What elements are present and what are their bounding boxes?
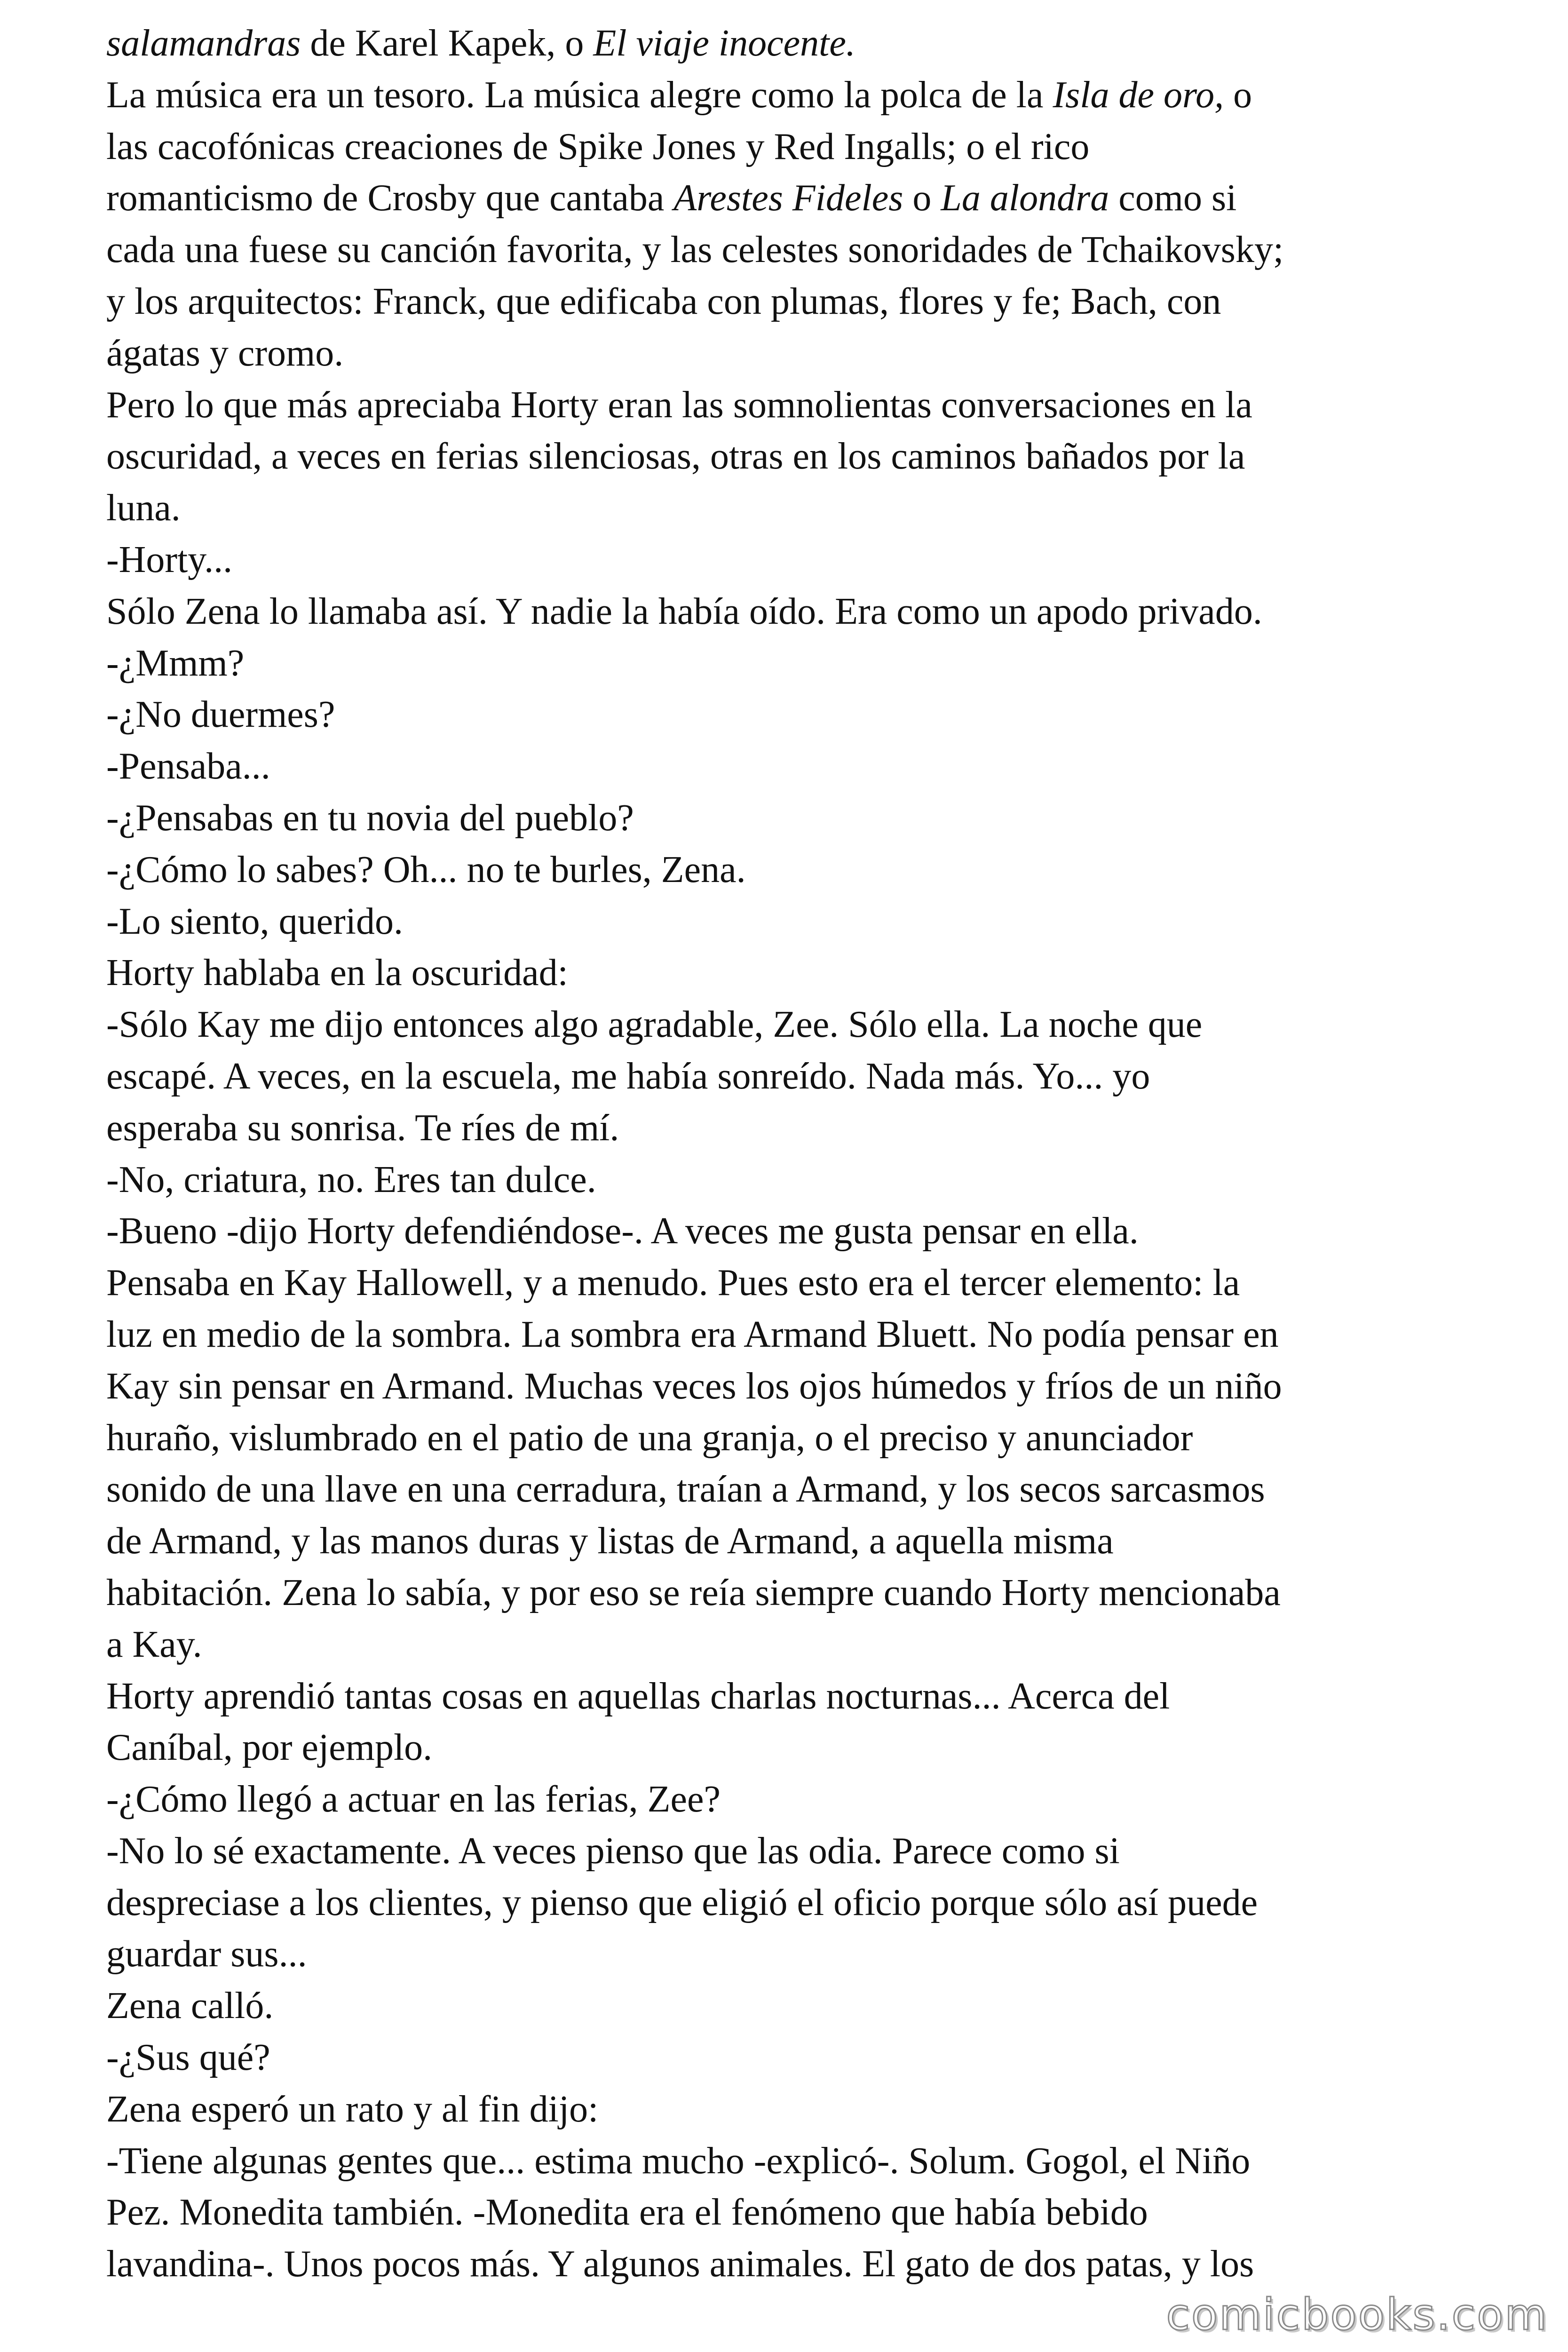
text-line <box>106 844 1494 896</box>
text-line <box>106 793 1494 844</box>
text-line <box>106 2032 1494 2084</box>
text-line <box>106 2136 1494 2187</box>
text-line <box>106 1206 1494 1257</box>
text-line <box>106 2239 1494 2290</box>
text-run: -Lo siento, querido. <box>106 900 403 942</box>
text-line <box>106 1464 1494 1516</box>
text-line <box>106 2187 1494 2239</box>
text-run: lavandina-. Unos pocos más. Y algunos animales. El gato de dos patas, y los <box>106 2243 1254 2285</box>
text-line <box>106 1309 1494 1361</box>
text-run: luz en medio de la sombra. La sombra era Armand Bluett. No podía pensar en <box>106 1313 1279 1355</box>
text-run: -Tiene algunas gentes que... estima mucho -explicó-. Solum. Gogol, el Niño <box>106 2140 1251 2182</box>
text-line <box>106 121 1494 173</box>
text-line <box>106 1619 1494 1671</box>
text-run: -¿Pensabas en tu novia del pueblo? <box>106 797 634 839</box>
text-line <box>106 534 1494 586</box>
text-run: -Sólo Kay me dijo entonces algo agradable, Zee. Sólo ella. La noche que <box>106 1004 1203 1046</box>
text-line <box>106 1154 1494 1206</box>
text-line <box>106 1361 1494 1413</box>
text-line <box>106 1567 1494 1619</box>
text-line <box>106 1413 1494 1464</box>
text-run: huraño, vislumbrado en el patio de una granja, o el preciso y anunciador <box>106 1417 1193 1459</box>
text-run: Zena esperó un rato y al fin dijo: <box>106 2088 599 2130</box>
text-line <box>106 947 1494 999</box>
text-line <box>106 1980 1494 2032</box>
text-run: o <box>903 177 941 219</box>
text-line <box>106 2084 1494 2136</box>
text-line <box>106 276 1494 328</box>
text-run: -¿Sus qué? <box>106 2037 270 2079</box>
text-line <box>106 1774 1494 1826</box>
text-line <box>106 1257 1494 1309</box>
text-run: Caníbal, por ejemplo. <box>106 1727 433 1769</box>
text-run: de Karel Kapek, o <box>301 23 594 64</box>
text-line <box>106 638 1494 690</box>
text-run: Sólo Zena lo llamaba así. Y nadie la había oído. Era como un apodo privado. <box>106 590 1262 632</box>
text-run: y los arquitectos: Franck, que edificaba con plumas, flores y fe; Bach, con <box>106 280 1221 322</box>
text-run: guardar sus... <box>106 1933 307 1975</box>
text-run: -No lo sé exactamente. A veces pienso que las odia. Parece como si <box>106 1830 1120 1872</box>
text-run: La música era un tesoro. La música alegre como la polca de la <box>106 74 1053 116</box>
watermark-logo: comicbooks.com <box>1166 2289 1548 2340</box>
text-line <box>106 741 1494 793</box>
text-run: Pez. Monedita también. -Monedita era el fenómeno que había bebido <box>106 2192 1148 2233</box>
text-line <box>106 1722 1494 1774</box>
italic-title-text: La alondra <box>941 177 1109 219</box>
text-line <box>106 689 1494 741</box>
text-line <box>106 328 1494 380</box>
text-run: Zena calló. <box>106 1985 274 2027</box>
text-run: -¿Cómo lo sabes? Oh... no te burles, Zena. <box>106 849 746 890</box>
text-line <box>106 999 1494 1051</box>
text-run: de Armand, y las manos duras y listas de Armand, a aquella misma <box>106 1520 1114 1562</box>
text-line <box>106 1516 1494 1567</box>
text-run: Pensaba en Kay Hallowell, y a menudo. Pues esto era el tercer elemento: la <box>106 1262 1240 1304</box>
text-line <box>106 1877 1494 1929</box>
text-line <box>106 224 1494 276</box>
text-line <box>106 1671 1494 1723</box>
text-line <box>106 1929 1494 1980</box>
italic-title-text: salamandras <box>106 23 301 64</box>
text-run: despreciase a los clientes, y pienso que eligió el oficio porque sólo así puede <box>106 1882 1258 1923</box>
text-line <box>106 1051 1494 1103</box>
text-run: -¿Mmm? <box>106 642 245 684</box>
text-run: -Pensaba... <box>106 746 270 787</box>
text-run: luna. <box>106 487 181 529</box>
text-run: o <box>1224 74 1252 116</box>
text-line <box>106 18 1494 70</box>
text-run: Horty aprendió tantas cosas en aquellas charlas nocturnas... Acerca del <box>106 1675 1170 1717</box>
text-run: sonido de una llave en una cerradura, traían a Armand, y los secos sarcasmos <box>106 1469 1265 1510</box>
text-run: las cacofónicas creaciones de Spike Jones y Red Ingalls; o el rico <box>106 126 1090 167</box>
text-line <box>106 431 1494 483</box>
text-run: oscuridad, a veces en ferias silenciosas, otras en los caminos bañados por la <box>106 436 1245 477</box>
italic-title-text: El viaje inocente. <box>593 23 855 64</box>
text-line <box>106 483 1494 534</box>
text-run: como si <box>1109 177 1237 219</box>
text-line <box>106 70 1494 121</box>
text-run: cada una fuese su canción favorita, y las celestes sonoridades de Tchaikovsky; <box>106 229 1284 271</box>
text-run: -¿No duermes? <box>106 694 335 736</box>
text-run: -No, criatura, no. Eres tan dulce. <box>106 1159 596 1200</box>
text-run: Pero lo que más apreciaba Horty eran las somnolientas conversaciones en la <box>106 384 1252 426</box>
text-run: Kay sin pensar en Armand. Muchas veces los ojos húmedos y fríos de un niño <box>106 1365 1282 1407</box>
text-run: -Bueno -dijo Horty defendiéndose-. A veces me gusta pensar en ella. <box>106 1210 1139 1252</box>
text-line <box>106 380 1494 431</box>
text-run: a Kay. <box>106 1623 202 1665</box>
text-run: esperaba su sonrisa. Te ríes de mí. <box>106 1107 619 1149</box>
italic-title-text: Arestes Fideles <box>673 177 903 219</box>
italic-title-text: Isla de oro, <box>1053 74 1224 116</box>
text-run: -Horty... <box>106 539 233 580</box>
text-line <box>106 173 1494 224</box>
body-text <box>106 18 1494 2290</box>
text-run: habitación. Zena lo sabía, y por eso se reía siempre cuando Horty mencionaba <box>106 1572 1281 1613</box>
text-line <box>106 896 1494 948</box>
text-run: escapé. A veces, en la escuela, me había sonreído. Nada más. Yo... yo <box>106 1055 1150 1097</box>
text-run: Horty hablaba en la oscuridad: <box>106 952 568 994</box>
text-line <box>106 1103 1494 1154</box>
text-run: romanticismo de Crosby que cantaba <box>106 177 674 219</box>
text-run: ágatas y cromo. <box>106 332 344 374</box>
text-line <box>106 586 1494 638</box>
text-run: -¿Cómo llegó a actuar en las ferias, Zee? <box>106 1779 721 1820</box>
text-line <box>106 1826 1494 1877</box>
